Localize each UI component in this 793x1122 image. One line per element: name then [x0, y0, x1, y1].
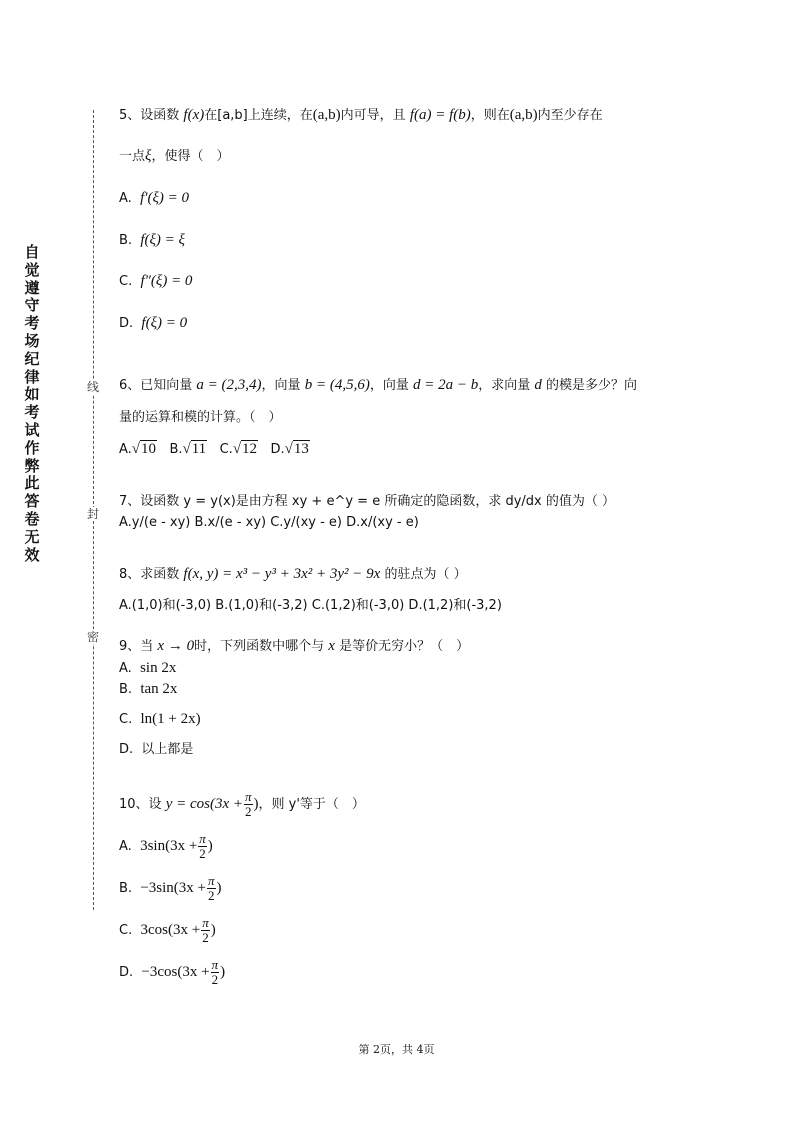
q6-options	[119, 440, 310, 459]
q9-option-d[interactable]	[119, 741, 193, 759]
q6-option-b[interactable]	[169, 442, 207, 457]
q5-text: ，则在	[470, 108, 510, 123]
option-label: B.	[169, 442, 183, 457]
option-label: B.	[119, 682, 133, 697]
question-9-stem	[119, 637, 469, 656]
sqrt-icon: √11	[182, 441, 207, 457]
notice-char: 作	[24, 438, 40, 457]
notice-char: 此	[24, 474, 40, 493]
question-7-stem: 7、设函数 y = y(x)是由方程 xy + e^y = e 所确定的隐函数，求 dy/dx 的值为（ ）	[119, 494, 615, 509]
option-label: A.	[119, 839, 132, 854]
option-label: B.	[119, 881, 133, 896]
q6-option-c[interactable]	[220, 442, 258, 457]
option-label: A.	[119, 191, 132, 206]
frac-num: π	[245, 789, 252, 804]
notice-char: 考	[24, 314, 40, 333]
q5-text: 一点	[119, 149, 146, 164]
notice-char: 无	[24, 527, 40, 546]
option-paren: )	[220, 964, 226, 980]
seal-mark-secret: 密	[86, 630, 99, 644]
option-label: C.	[119, 274, 133, 289]
option-expr: f(ξ) = ξ	[140, 232, 185, 248]
option-expr: sin 2x	[140, 660, 177, 676]
radicand: 11	[191, 441, 207, 457]
option-label: D.	[119, 965, 134, 980]
q10-text: ，则 y'等于（ ）	[258, 797, 365, 812]
option-paren: )	[216, 880, 222, 896]
q5-text: 5、设函数	[119, 108, 180, 123]
q6-text: ，向量	[369, 378, 409, 393]
q6-vector-d-ref: d	[534, 377, 542, 393]
option-paren: )	[210, 922, 216, 938]
q5-option-d[interactable]	[119, 314, 187, 333]
q10-option-d[interactable]	[119, 958, 225, 987]
pi-over-2-fraction	[244, 790, 253, 819]
q8-text: 的驻点为（ ）	[384, 567, 467, 582]
option-label: C.	[219, 442, 233, 457]
notice-char: 觉	[24, 260, 40, 279]
q5-xi: ξ	[145, 148, 152, 164]
question-8-stem	[119, 565, 467, 584]
q6-text: 的模是多少？向	[546, 378, 638, 393]
notice-char: 试	[24, 420, 40, 439]
q8-function: f(x, y) = x³ − y³ + 3x² + 3y² − 9x	[183, 566, 381, 582]
q7-options[interactable]: A.y/(e - xy) B.x/(e - xy) C.y/(xy - e) D.x/(xy - e)	[119, 515, 419, 530]
notice-char: 守	[24, 296, 40, 315]
question-5-stem-line2	[119, 147, 229, 166]
q6-option-d[interactable]	[270, 442, 309, 457]
q9-option-a[interactable]	[119, 659, 176, 678]
q9-limit: x → 0	[157, 638, 195, 654]
pi-over-2-fraction	[207, 874, 216, 903]
q9-text: 时，下列函数中哪个与	[194, 639, 325, 654]
q5-option-c[interactable]	[119, 272, 192, 291]
q6-text: 6、已知向量	[119, 378, 193, 393]
option-expr: f″(ξ) = 0	[140, 273, 193, 289]
option-label: D.	[119, 316, 134, 331]
option-expr: 以上都是	[141, 742, 194, 757]
radicand: 12	[242, 441, 258, 457]
option-label: C.	[119, 923, 133, 938]
pi-over-2-fraction	[198, 832, 207, 861]
q10-expr: y = cos(3x +	[165, 796, 243, 812]
frac-num: π	[208, 873, 215, 888]
notice-char: 效	[24, 545, 40, 564]
radicand: 13	[293, 441, 309, 457]
q5-interval: (a,b)	[509, 107, 538, 123]
q10-paren: )	[253, 796, 259, 812]
q10-option-c[interactable]	[119, 916, 216, 945]
q6-vector-d: d = 2a − b	[412, 377, 479, 393]
option-expr: tan 2x	[140, 681, 178, 697]
q5-option-a[interactable]	[119, 189, 189, 208]
q5-option-b[interactable]	[119, 231, 185, 250]
q6-text: ，求向量	[478, 378, 531, 393]
option-label: C.	[119, 712, 133, 727]
frac-den: 2	[202, 930, 209, 945]
notice-char: 弊	[24, 456, 40, 475]
seal-mark-seal: 封	[86, 507, 99, 521]
q9-x: x	[328, 638, 335, 654]
notice-char: 如	[24, 385, 40, 404]
option-expr: 3sin(3x +	[140, 838, 198, 854]
option-label: D.	[119, 742, 134, 757]
q6-vector-b: b = (4,5,6)	[304, 377, 370, 393]
option-label: A.	[119, 442, 132, 457]
sqrt-icon: √10	[131, 441, 157, 457]
radicand: 10	[141, 441, 157, 457]
q10-option-a[interactable]	[119, 832, 213, 861]
q8-options[interactable]: A.(1,0)和(-3,0) B.(1,0)和(-3,2) C.(1,2)和(-3,0) D.(1,2)和(-3,2)	[119, 598, 502, 613]
q6-text: ，向量	[261, 378, 301, 393]
frac-den: 2	[245, 804, 252, 819]
question-6-stem	[119, 376, 637, 395]
frac-den: 2	[208, 888, 215, 903]
option-expr: 3cos(3x +	[140, 922, 201, 938]
option-paren: )	[207, 838, 213, 854]
frac-den: 2	[199, 846, 206, 861]
q9-option-b[interactable]	[119, 680, 177, 699]
pi-over-2-fraction	[201, 916, 210, 945]
q5-text: 内可导，且	[340, 108, 406, 123]
q9-option-c[interactable]	[119, 710, 201, 729]
option-expr: −3sin(3x +	[140, 880, 206, 896]
q9-text: 是等价无穷小？（ ）	[339, 639, 470, 654]
frac-num: π	[211, 957, 219, 972]
notice-char: 答	[24, 492, 40, 511]
q5-text: ，使得（ ）	[151, 149, 230, 164]
notice-char: 考	[24, 403, 40, 422]
sqrt-icon: √12	[232, 441, 258, 457]
option-label: B.	[119, 233, 133, 248]
q5-text: 在[a,b]上连续，在	[204, 108, 313, 123]
option-expr: f′(ξ) = 0	[140, 190, 190, 206]
notice-char: 卷	[24, 509, 40, 528]
q6-option-a[interactable]	[119, 442, 157, 457]
notice-char: 场	[24, 331, 40, 350]
q5-text: 内至少存在	[537, 108, 603, 123]
exam-discipline-notice	[22, 244, 42, 564]
question-6-stem-line2: 量的运算和模的计算。（ ）	[119, 410, 282, 425]
q5-fx: f(x)	[183, 107, 205, 123]
frac-num: π	[199, 831, 206, 846]
pi-over-2-fraction	[211, 958, 220, 987]
q10-text: 10、设	[119, 797, 162, 812]
q5-interval: (a,b)	[312, 107, 341, 123]
option-expr: −3cos(3x +	[141, 964, 210, 980]
q9-text: 9、当	[119, 639, 154, 654]
notice-char: 自	[24, 243, 40, 261]
option-label: D.	[270, 442, 285, 457]
question-5-stem	[119, 106, 603, 125]
seal-mark-line: 线	[86, 380, 99, 394]
option-expr: f(ξ) = 0	[141, 315, 188, 331]
frac-den: 2	[211, 972, 219, 987]
option-label: A.	[119, 661, 132, 676]
q6-vector-a: a = (2,3,4)	[196, 377, 262, 393]
notice-char: 律	[24, 367, 40, 386]
q8-text: 8、求函数	[119, 567, 180, 582]
q5-condition: f(a) = f(b)	[409, 107, 471, 123]
q10-option-b[interactable]	[119, 874, 222, 903]
sqrt-icon: √13	[284, 441, 309, 457]
notice-char: 遵	[24, 278, 40, 297]
page-footer: 第 2页，共 4页	[358, 1043, 435, 1056]
notice-char: 纪	[24, 349, 40, 368]
frac-num: π	[202, 915, 209, 930]
option-expr: ln(1 + 2x)	[140, 711, 201, 727]
question-10-stem	[119, 790, 365, 819]
